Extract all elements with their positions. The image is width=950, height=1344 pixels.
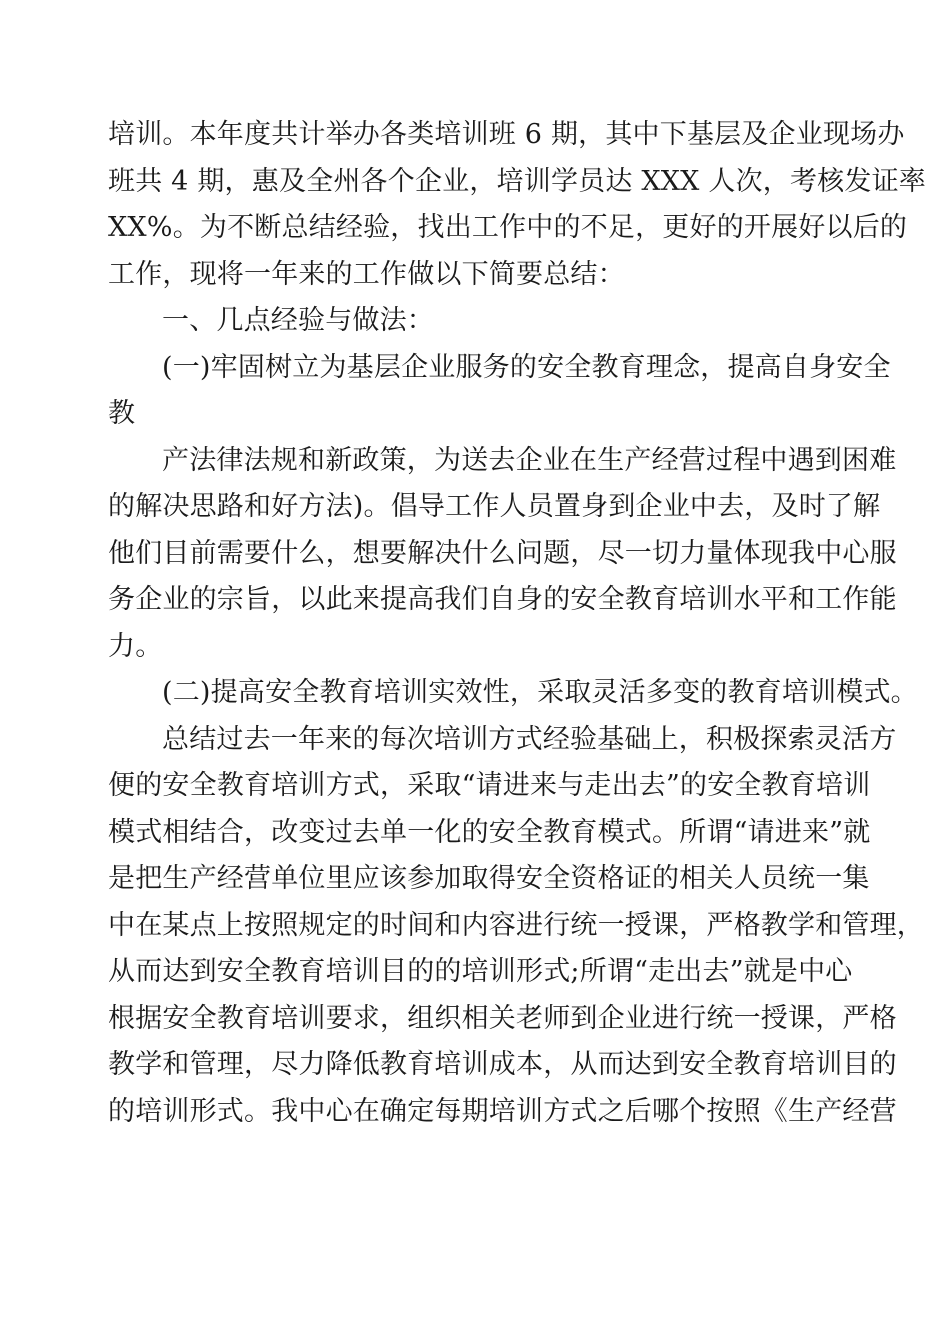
- text-line: 力。: [108, 630, 163, 662]
- text-line: 的解决思路和好方法)。倡导工作人员置身到企业中去，及时了解: [108, 491, 881, 522]
- text-line: 他们目前需要什么，想要解决什么问题，尽一切力量体现我中心服: [108, 537, 897, 569]
- text-line: 中在某点上按照规定的时间和内容进行统一授课，严格教学和管理，: [108, 909, 924, 941]
- text-line: 产法律法规和新政策，为送去企业在生产经营过程中遇到困难: [162, 444, 897, 476]
- text-line: XX%。为不断总结经验，找出工作中的不足，更好的开展好以后的: [108, 212, 908, 243]
- text-line: 工作，现将一年来的工作做以下简要总结：: [108, 258, 625, 290]
- section-heading: 一、几点经验与做法：: [162, 305, 434, 336]
- text-line: 务企业的宗旨，以此来提高我们自身的安全教育培训水平和工作能: [108, 584, 897, 615]
- text-line: 培训。本年度共计举办各类培训班 6 期，其中下基层及企业现场办: [108, 119, 905, 150]
- text-line: 从而达到安全教育培训目的的培训形式;所谓“走出去”就是中心: [108, 956, 853, 987]
- text-line: 是把生产经营单位里应该参加取得安全资格证的相关人员统一集: [108, 863, 870, 894]
- text-line: 模式相结合，改变过去单一化的安全教育模式。所谓“请进来”就: [108, 816, 871, 848]
- text-line: 总结过去一年来的每次培训方式经验基础上，积极探索灵活方: [162, 723, 897, 755]
- text-line: 便的安全教育培训方式，采取“请进来与走出去”的安全教育培训: [108, 770, 871, 801]
- text-line: 班共 4 期，惠及全州各个企业，培训学员达 XXX 人次，考核发证率: [108, 165, 926, 197]
- subsection-heading: (一)牢固树立为基层企业服务的安全教育理念，提高自身安全: [162, 351, 891, 383]
- subsection-heading: (二)提高安全教育培训实效性，采取灵活多变的教育培训模式。: [162, 677, 918, 708]
- text-line: 教学和管理，尽力降低教育培训成本，从而达到安全教育培训目的: [108, 1049, 897, 1080]
- text-line: 的培训形式。我中心在确定每期培训方式之后哪个按照《生产经营: [108, 1095, 897, 1127]
- body-text: [108, 112, 926, 1135]
- text-line: 根据安全教育培训要求，组织相关老师到企业进行统一授课，严格: [108, 1002, 897, 1034]
- text-line: 教: [108, 398, 136, 429]
